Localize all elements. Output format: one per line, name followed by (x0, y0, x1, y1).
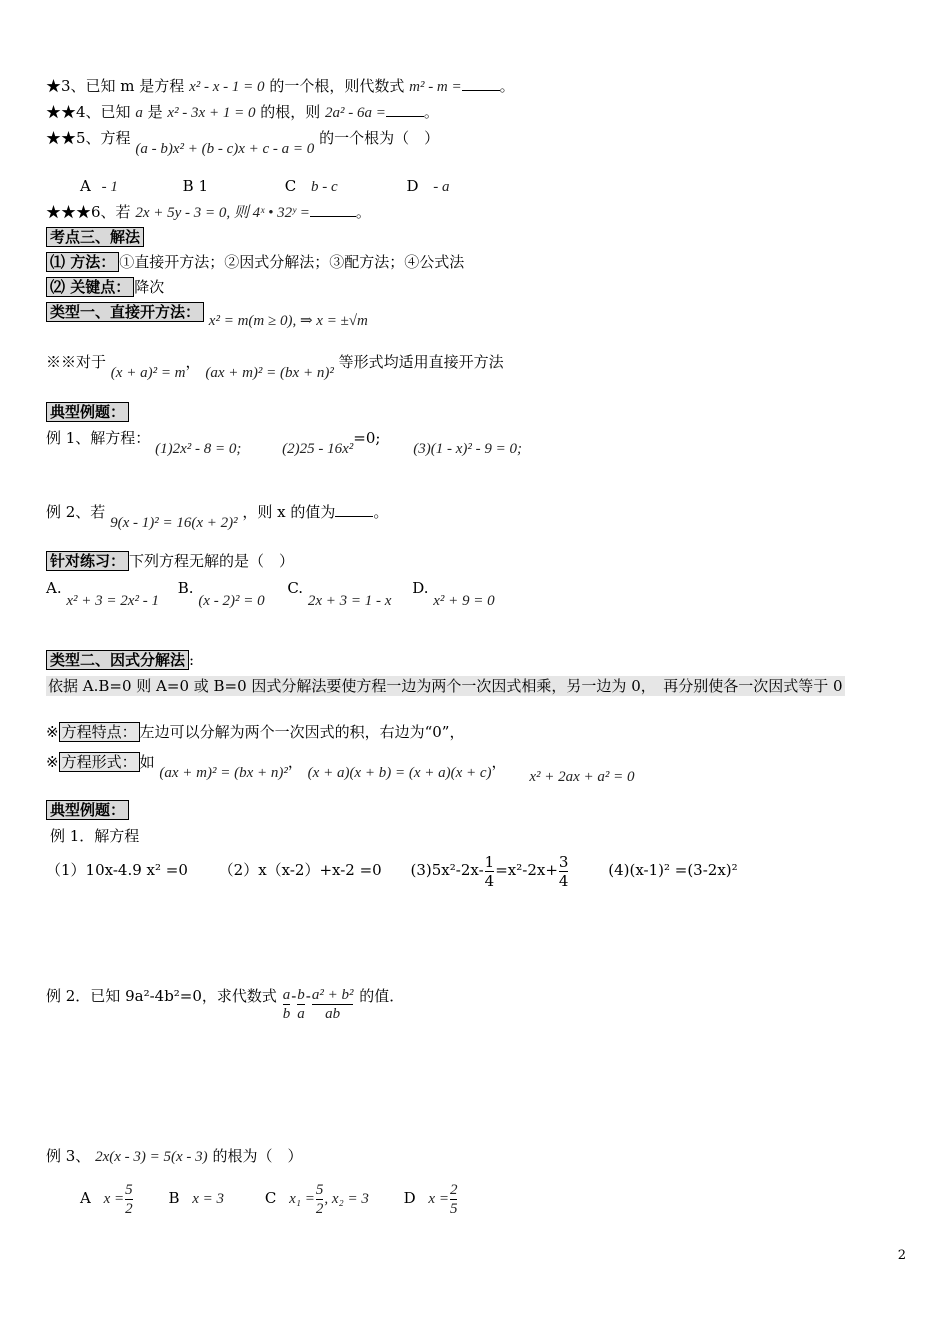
type-one-heading: 类型一、直接开方法： x² = m(m ≥ 0), ⇒ x = ±√m (46, 302, 368, 323)
answer-blank[interactable] (462, 76, 500, 91)
form-line: ※ 方程形式： 如 (ax + m)² = (bx + n)²， (x + a)(x + b) = (x + a)(x + c)， x² + 2ax + a² = 0 (46, 753, 635, 785)
fraction-b-over-a: $\frac{b}{a}$ (297, 987, 305, 1022)
example-b: 例 2．已知 9a²-4b²=0，求代数式 $\frac{a}{b}$ - $\frac{b}{a}$ - $\frac{\text{a² + b²}}{ab}$ 的值． (46, 987, 405, 1022)
example-1: 例 1、解方程： (1)2x² - 8 = 0; (2)25 - 16x²=0; (3)(1 - x)² - 9 = 0; (46, 429, 522, 457)
section-title: 考点三、解法 (46, 227, 144, 247)
answer-blank[interactable] (386, 102, 424, 117)
example-a-equations: （1）10x-4.9 x² =0 （2）x（x-2）+x-2 =0 (3)5x²-2x- $\frac{1}{4}$ =x²-2x+ $\frac{3}{4}$ (4)(x-1)² =(3-2x)² (46, 852, 738, 890)
question-6: ★★★6、若 2x + 5y - 3 = 0, 则 4ˣ • 32ʸ = 。 (46, 203, 371, 221)
fraction-two-fifths: $\frac{2}{5}$ (449, 1181, 458, 1217)
typical-examples-tag-2: 典型例题： (46, 800, 129, 820)
example-c: 例 3、 2x(x - 3) = 5(x - 3) 的根为（ ） (46, 1147, 303, 1165)
method-line: ⑴ 方法： ①直接开方法；②因式分解法；③配方法；④公式法 (46, 252, 464, 272)
fraction-a-over-b: $\frac{a}{b}$ (282, 987, 291, 1022)
typical-examples-tag: 典型例题： (46, 402, 129, 422)
answer-blank[interactable] (310, 202, 356, 217)
fraction-three-quarters: $\frac{3}{4}$ (558, 852, 569, 890)
example-c-options: A x = $\frac{5}{2}$ B x = 3 C x₁ = $\frac{5}{2}$ , x₂ = 3 D x = $\frac{2}{5}$ (80, 1181, 458, 1217)
answer-blank[interactable] (335, 502, 373, 517)
example-2: 例 2、若 9(x - 1)² = 16(x + 2)² ，则 x 的值为 。 (46, 503, 389, 531)
question-5: ★★5、方程 (a - b)x² + (b - c)x + c - a = 0 的一个根为（ ） (46, 129, 440, 157)
fraction-sum-squares-over-ab: $\frac{\text{a² + b²}}{ab}$ (311, 987, 354, 1022)
page-number: 2 (897, 1248, 906, 1263)
key-point-line: ⑵ 关键点： 降次 (46, 277, 164, 297)
question-4: ★★4、已知 a 是 x² - 3x + 1 = 0 的根，则 2a² - 6a = 。 (46, 103, 439, 121)
practice-options: A. x² + 3 = 2x² - 1 B. (x - 2)² = 0 C. 2x + 3 = 1 - x D. x² + 9 = 0 (46, 579, 495, 609)
feature-line: ※ 方程特点： 左边可以分解为两个一次因式的积，右边为“0”， (46, 723, 465, 741)
type-two-heading: 类型二、因式分解法 : (46, 650, 194, 670)
fraction-one-quarter: $\frac{1}{4}$ (484, 852, 495, 890)
basis-line: 依据 A.B=0 则 A=0 或 B=0 因式分解法要使方程一边为两个一次因式相乘，另一边为 0， 再分别使各一次因式等于 0 (48, 677, 843, 695)
example-a-title: 例 1．解方程 (50, 827, 140, 845)
fraction-five-halves: $\frac{5}{2}$ (125, 1181, 133, 1217)
question-3: ★3、已知 m 是方程 x² - x - 1 = 0 的一个根，则代数式 m² - m = 。 (46, 77, 515, 95)
question-5-options: A - 1 B 1 C b - c D - a (80, 177, 450, 195)
practice-question: 针对练习： 下列方程无解的是（ ） (46, 551, 294, 571)
fraction-five-halves: $\frac{5}{2}$ (315, 1181, 324, 1217)
note-direct-method: ※※对于 (x + a)² = m， (ax + m)² = (bx + n)² 等形式均适用直接开方法 (46, 353, 504, 381)
